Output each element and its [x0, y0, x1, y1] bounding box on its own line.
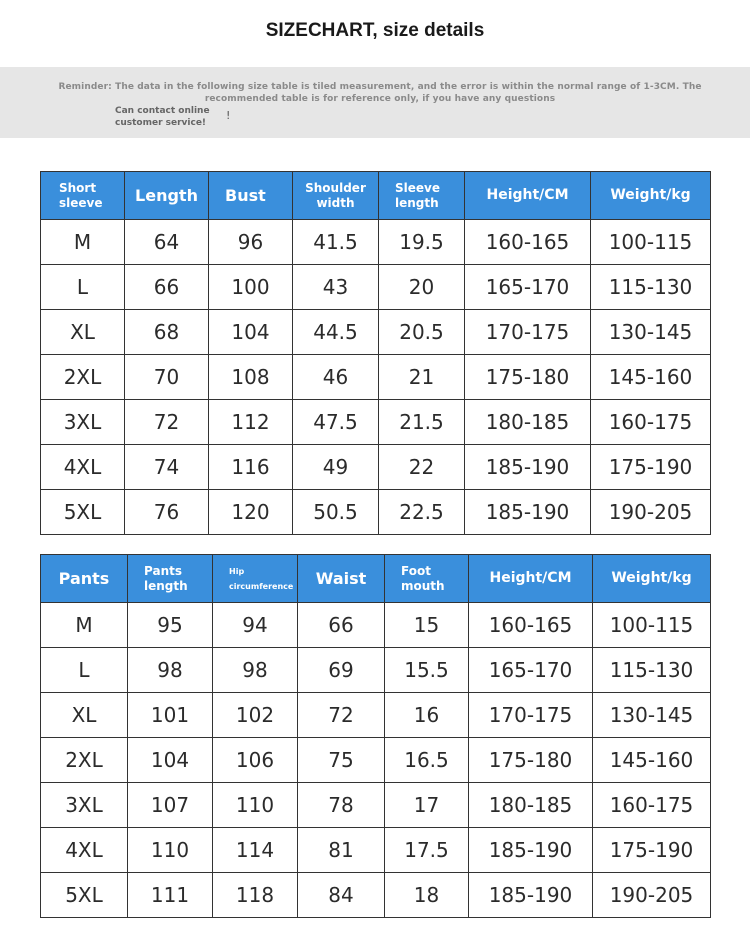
table-cell: 46	[293, 355, 379, 400]
size-label-cell: 5XL	[41, 873, 128, 918]
table-row	[41, 310, 711, 355]
table-cell: 44.5	[293, 310, 379, 355]
table-cell: 18	[385, 873, 469, 918]
col-header-pants: Pants	[41, 555, 128, 603]
size-label-cell: 4XL	[41, 828, 128, 873]
table-cell: 130-145	[591, 310, 711, 355]
table-cell: 175-180	[465, 355, 591, 400]
table-cell: 96	[209, 220, 293, 265]
table-cell: 101	[128, 693, 213, 738]
table-cell: 22.5	[379, 490, 465, 535]
table-cell: 185-190	[465, 445, 591, 490]
size-label-cell: XL	[41, 310, 125, 355]
size-label-cell: 4XL	[41, 445, 125, 490]
table-row	[41, 265, 711, 310]
table-row	[41, 355, 711, 400]
table-cell: 100	[209, 265, 293, 310]
table-cell: 120	[209, 490, 293, 535]
table-cell: 165-170	[469, 648, 593, 693]
table-cell: 84	[298, 873, 385, 918]
table-row	[41, 693, 711, 738]
col-header-sleeve-length: Sleeve length	[379, 172, 465, 220]
table-cell: 110	[213, 783, 298, 828]
table-cell: 47.5	[293, 400, 379, 445]
table-row	[41, 648, 711, 693]
size-label-cell: 2XL	[41, 738, 128, 783]
table-cell: 190-205	[593, 873, 711, 918]
col-header-weight: Weight/kg	[591, 172, 711, 220]
pants-size-table	[40, 554, 711, 918]
table-cell: 130-145	[593, 693, 711, 738]
table-row	[41, 873, 711, 918]
size-label-cell: L	[41, 648, 128, 693]
table-cell: 106	[213, 738, 298, 783]
table-cell: 72	[298, 693, 385, 738]
table-row	[41, 828, 711, 873]
table-cell: 104	[209, 310, 293, 355]
table-cell: 145-160	[593, 738, 711, 783]
table-cell: 66	[125, 265, 209, 310]
table-cell: 15	[385, 603, 469, 648]
table-cell: 112	[209, 400, 293, 445]
contact-text: Can contact online customer service!	[115, 106, 210, 128]
table-cell: 180-185	[465, 400, 591, 445]
table-cell: 190-205	[591, 490, 711, 535]
col-header-height: Height/CM	[465, 172, 591, 220]
table-cell: 21	[379, 355, 465, 400]
size-label-cell: 3XL	[41, 400, 125, 445]
col-header-height: Height/CM	[469, 555, 593, 603]
table-cell: 78	[298, 783, 385, 828]
table-cell: 100-115	[593, 603, 711, 648]
size-label-cell: 5XL	[41, 490, 125, 535]
tops-table-body	[41, 220, 711, 535]
table-cell: 107	[128, 783, 213, 828]
table-cell: 74	[125, 445, 209, 490]
table-cell: 20	[379, 265, 465, 310]
table-cell: 19.5	[379, 220, 465, 265]
size-label-cell: 3XL	[41, 783, 128, 828]
size-label-cell: L	[41, 265, 125, 310]
col-header-waist: Waist	[298, 555, 385, 603]
table-cell: 94	[213, 603, 298, 648]
table-row	[41, 220, 711, 265]
table-header-row	[41, 555, 711, 603]
table-cell: 76	[125, 490, 209, 535]
table-header-row	[41, 172, 711, 220]
table-cell: 95	[128, 603, 213, 648]
table-cell: 185-190	[465, 490, 591, 535]
table-row	[41, 783, 711, 828]
table-cell: 15.5	[385, 648, 469, 693]
table-cell: 102	[213, 693, 298, 738]
table-cell: 104	[128, 738, 213, 783]
table-cell: 16	[385, 693, 469, 738]
table-cell: 75	[298, 738, 385, 783]
exclamation-mark: !	[226, 109, 231, 122]
col-header-pants-length: Pants length	[128, 555, 213, 603]
table-cell: 160-165	[465, 220, 591, 265]
table-cell: 185-190	[469, 873, 593, 918]
table-cell: 72	[125, 400, 209, 445]
size-label-cell: 2XL	[41, 355, 125, 400]
size-label-cell: M	[41, 220, 125, 265]
table-cell: 16.5	[385, 738, 469, 783]
table-row	[41, 603, 711, 648]
reminder-text: Reminder: The data in the following size table is tiled measurement, and the error is within the normal range of 1-3CM. The recommended table is for reference only, if you have any questions	[58, 82, 702, 104]
table-row	[41, 400, 711, 445]
table-cell: 20.5	[379, 310, 465, 355]
table-cell: 111	[128, 873, 213, 918]
size-label-cell: M	[41, 603, 128, 648]
table-cell: 98	[213, 648, 298, 693]
table-cell: 81	[298, 828, 385, 873]
col-header-bust: Bust	[209, 172, 293, 220]
table-cell: 41.5	[293, 220, 379, 265]
table-cell: 100-115	[591, 220, 711, 265]
table-cell: 180-185	[469, 783, 593, 828]
reminder-banner	[0, 67, 750, 138]
table-cell: 160-175	[593, 783, 711, 828]
table-cell: 17.5	[385, 828, 469, 873]
table-cell: 115-130	[591, 265, 711, 310]
col-header-shoulder-width: Shoulder width	[293, 172, 379, 220]
table-cell: 116	[209, 445, 293, 490]
table-cell: 98	[128, 648, 213, 693]
col-header-short-sleeve: Short sleeve	[41, 172, 125, 220]
table-cell: 160-175	[591, 400, 711, 445]
table-cell: 64	[125, 220, 209, 265]
table-cell: 43	[293, 265, 379, 310]
size-label-cell: XL	[41, 693, 128, 738]
page-title: SIZECHART, size details	[265, 20, 485, 41]
table-cell: 21.5	[379, 400, 465, 445]
table-cell: 175-180	[469, 738, 593, 783]
table-cell: 175-190	[593, 828, 711, 873]
table-row	[41, 738, 711, 783]
table-cell: 114	[213, 828, 298, 873]
table-cell: 160-165	[469, 603, 593, 648]
table-cell: 66	[298, 603, 385, 648]
table-cell: 69	[298, 648, 385, 693]
table-cell: 108	[209, 355, 293, 400]
tops-size-table	[40, 171, 711, 535]
col-header-length: Length	[125, 172, 209, 220]
col-header-weight: Weight/kg	[593, 555, 711, 603]
table-cell: 17	[385, 783, 469, 828]
table-cell: 110	[128, 828, 213, 873]
pants-table-body	[41, 603, 711, 918]
table-cell: 145-160	[591, 355, 711, 400]
table-cell: 118	[213, 873, 298, 918]
table-row	[41, 445, 711, 490]
table-cell: 22	[379, 445, 465, 490]
table-cell: 165-170	[465, 265, 591, 310]
table-cell: 185-190	[469, 828, 593, 873]
table-cell: 115-130	[593, 648, 711, 693]
col-header-foot-mouth: Foot mouth	[385, 555, 469, 603]
table-row	[41, 490, 711, 535]
table-cell: 170-175	[465, 310, 591, 355]
table-cell: 170-175	[469, 693, 593, 738]
table-cell: 70	[125, 355, 209, 400]
table-cell: 50.5	[293, 490, 379, 535]
col-header-hip-circumference: Hip circumference	[213, 555, 298, 603]
table-cell: 175-190	[591, 445, 711, 490]
table-cell: 49	[293, 445, 379, 490]
table-cell: 68	[125, 310, 209, 355]
